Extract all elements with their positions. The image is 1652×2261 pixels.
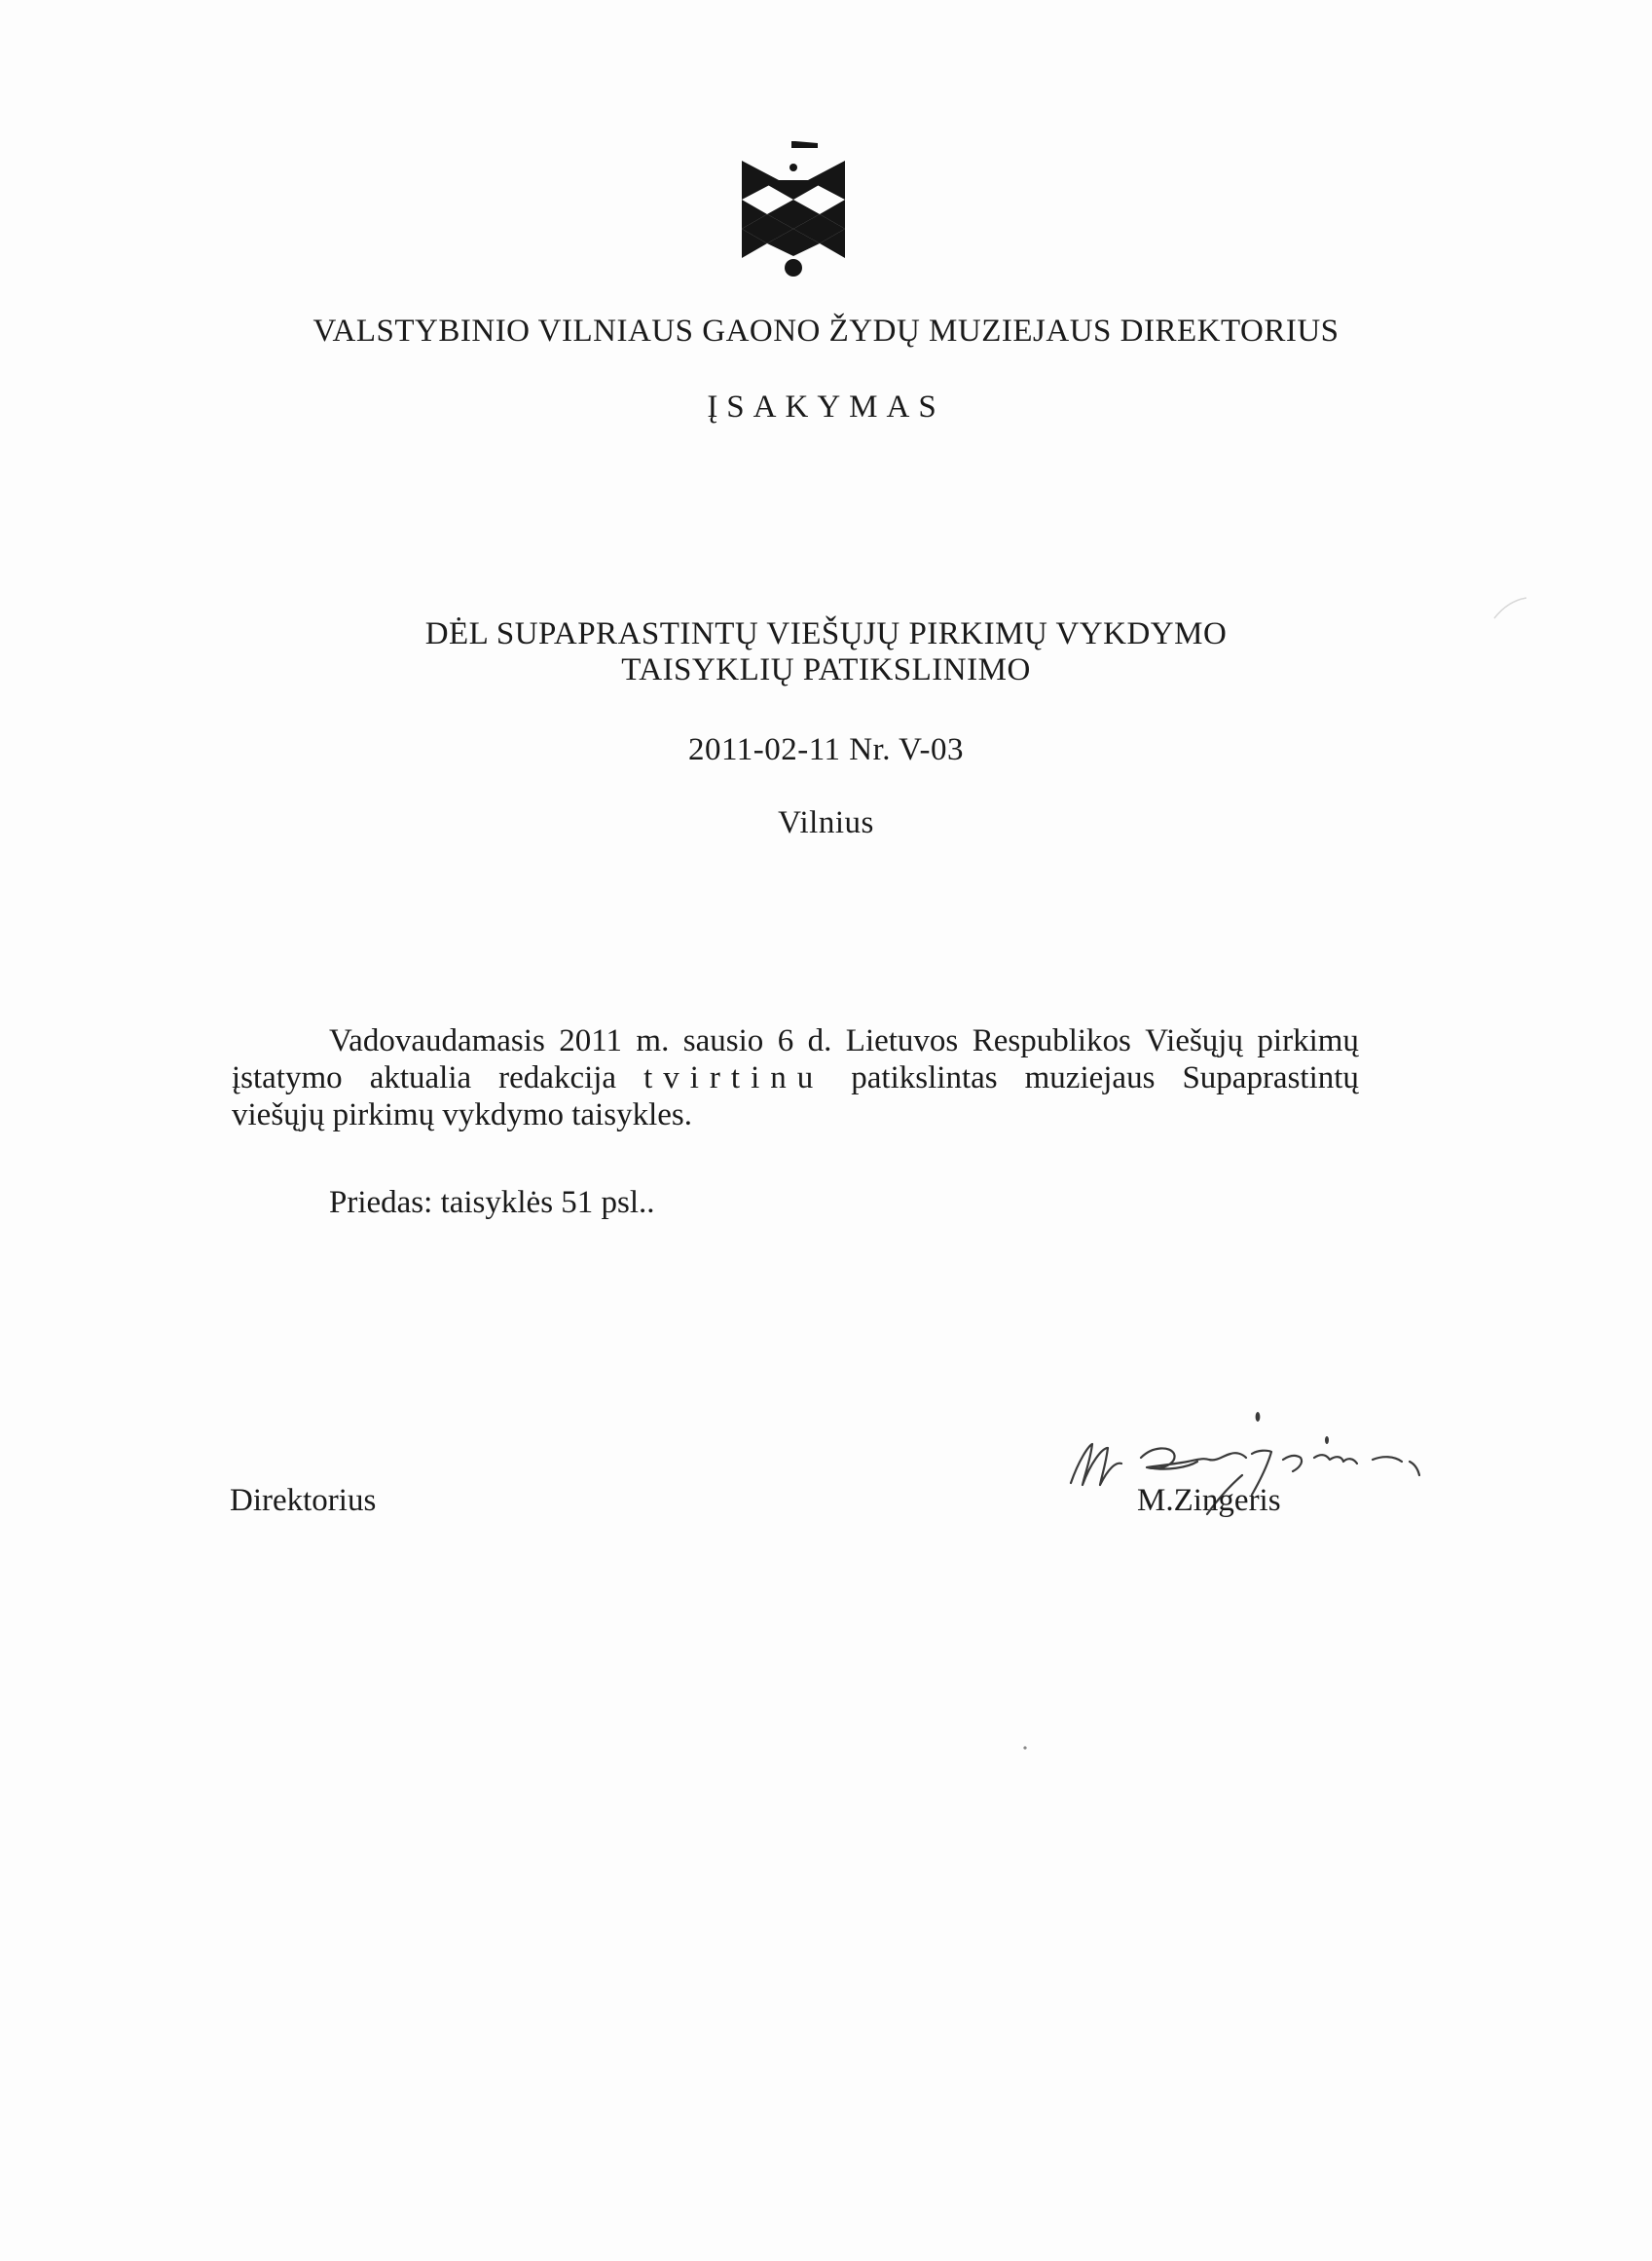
body-word-emphasis: tvirtinu xyxy=(643,1060,825,1095)
body-word: Respublikos xyxy=(972,1023,1131,1058)
body-word: patikslintas xyxy=(851,1060,998,1095)
body-line-1 xyxy=(232,1022,1359,1059)
body-word: 2011 xyxy=(559,1023,622,1058)
body-word: Vadovaudamasis xyxy=(329,1023,545,1058)
attachment-note: Priedas: taisyklės 51 psl.. xyxy=(329,1185,655,1220)
body-word: m. xyxy=(636,1023,670,1058)
body-word: muziejaus xyxy=(1024,1060,1156,1095)
body-word: redakcija xyxy=(498,1060,617,1095)
document-type-heading: ĮSAKYMAS xyxy=(707,389,945,425)
museum-logo-icon xyxy=(740,141,847,278)
body-word: 6 xyxy=(777,1023,794,1058)
body-word: aktualia xyxy=(369,1060,472,1095)
body-line-2 xyxy=(232,1059,1359,1096)
body-paragraph xyxy=(232,1022,1359,1133)
subject-line-1: DĖL SUPAPRASTINTŲ VIEŠŲJŲ PIRKIMŲ VYKDYMO xyxy=(424,616,1228,651)
organization-title: VALSTYBINIO VILNIAUS GAONO ŽYDŲ MUZIEJAUS DIREKTORIUS xyxy=(312,314,1340,349)
document-number: 2011-02-11 Nr. V-03 xyxy=(688,732,964,767)
signatory-name: M.Zingeris xyxy=(1137,1483,1281,1518)
body-word: pirkimų xyxy=(1257,1023,1359,1058)
body-word: sausio xyxy=(682,1023,764,1058)
body-word: Supaprastintų xyxy=(1182,1060,1359,1095)
body-text: viešųjų pirkimų vykdymo taisykles. xyxy=(232,1097,692,1132)
document-city: Vilnius xyxy=(778,805,874,840)
body-line-3 xyxy=(232,1096,1359,1133)
subject-line-2: TAISYKLIŲ PATIKSLINIMO xyxy=(621,652,1031,687)
body-word: Viešųjų xyxy=(1145,1023,1243,1058)
body-word: Lietuvos xyxy=(845,1023,959,1058)
body-word: d. xyxy=(807,1023,832,1058)
body-word: įstatymo xyxy=(232,1060,343,1095)
signatory-role: Direktorius xyxy=(230,1483,377,1518)
